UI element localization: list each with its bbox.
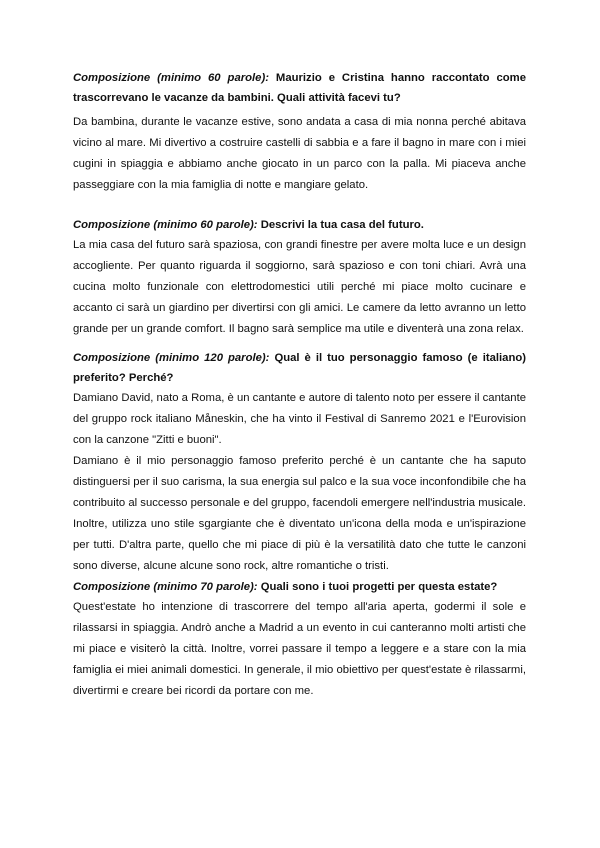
composition-question: Descrivi la tua casa del futuro. [260,219,424,231]
composition-answer: Damiano è il mio personaggio famoso preferito perché è un cantante che ha saputo distinguersi per il suo carisma, la sua energia sul palco e la sua voce inconfondibile che ha contribuito al successo personale e del gruppo, facendoli emergere nell'industria musicale. Inoltre, utilizza uno stile sgargiante che è diventato un'icona della moda e un'ispirazione per tutti. D'altra parte, quello che mi piace di più è la versatilità dato che tutte le canzoni sono diverse, alcune alcune sono rock, altre romantiche o tristi. [73,455,526,572]
composition-question: Quali sono i tuoi progetti per questa estate? [260,581,498,593]
composition-question: Maurizio e Cristina hanno raccontato come trascorrevano le vacanze da bambini. Quali attività facevi tu? [73,72,526,104]
composition-question: Qual è il tuo personaggio famoso (e italiano) preferito? Perché? [73,352,527,384]
composition-heading [73,577,526,597]
composition-1 [73,68,526,196]
composition-heading [73,215,526,235]
composition-2 [73,215,526,340]
composition-label: Composizione (minimo 120 parole): [73,352,270,364]
composition-heading [73,68,526,108]
composition-label: Composizione (minimo 60 parole): [73,72,269,84]
composition-label: Composizione (minimo 70 parole): [73,581,258,593]
composition-heading [73,348,526,388]
composition-answer: Damiano David, nato a Roma, è un cantante e autore di talento noto per essere il cantante del gruppo rock italiano Måneskin, che ha vinto il Festival di Sanremo 2021 e l'Eurovision con la canzone "Zitti e buoni". [73,392,526,446]
composition-3 [73,348,526,577]
composition-answer: Da bambina, durante le vacanze estive, sono andata a casa di mia nonna perché abitava vicino al mare. Mi divertivo a costruire castelli di sabbia e a fare il bagno in mare con i miei cugini in spiaggia e abbiamo anche giocato in un parco con la palla. Mi piaceva anche passeggiare con la mia famiglia di notte e mangiare gelato. [73,116,526,191]
composition-4 [73,577,526,702]
composition-answer: La mia casa del futuro sarà spaziosa, con grandi finestre per avere molta luce e un design accogliente. Per quanto riguarda il soggiorno, sarà spazioso e con toni chiari. Avrà una cucina molto funzionale con elettrodomestici utili perché mi piace molto cucinare e accanto ci sarà un giardino per divertirsi con gli amici. Le camere da letto avranno un letto grande per un grande comfort. Il bagno sarà semplice ma utile e diventerà una zona relax. [73,239,526,335]
composition-label: Composizione (minimo 60 parole): [73,219,258,231]
composition-answer: Quest'estate ho intenzione di trascorrere del tempo all'aria aperta, godermi il sole e rilassarsi in spiaggia. Andrò anche a Madrid a un evento in cui canteranno molti artisti che mi piace e visiterò la città. Inoltre, vorrei passare il tempo a leggere e a stare con la mia famiglia ei miei animali domestici. In generale, il mio obiettivo per quest'estate è rilassarmi, divertirmi e creare bei ricordi da portare con me. [73,601,526,697]
